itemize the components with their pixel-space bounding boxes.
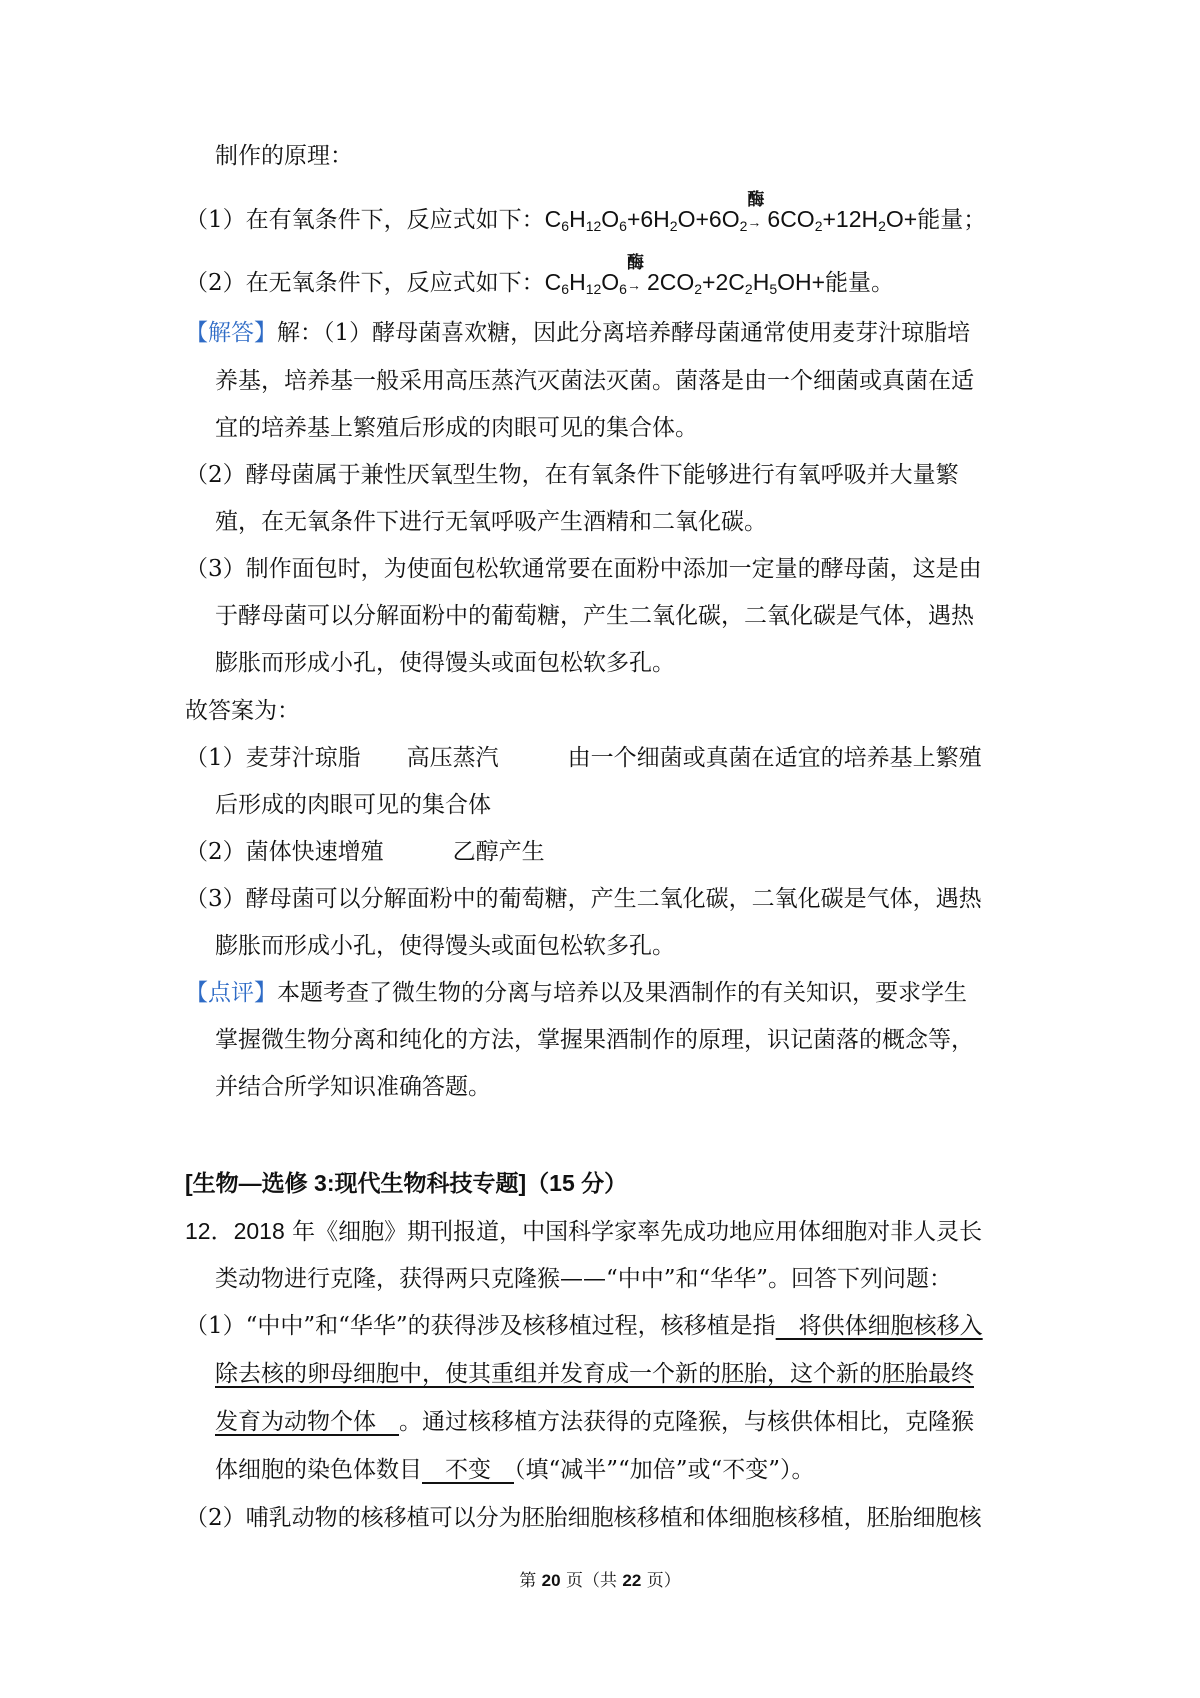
footer-suffix: 页）: [641, 1571, 681, 1591]
text-line: （2）酵母菌属于兼性厌氧型生物，在有氧条件下能够进行有氧呼吸并大量繁: [185, 462, 959, 488]
subscript: 6: [561, 218, 570, 234]
text-line: （3）制作面包时，为使面包松软通常要在面粉中添加一定量的酵母菌，这是由: [185, 556, 982, 582]
subscript: 6: [619, 218, 627, 234]
text-line: 制作的原理：: [215, 143, 353, 169]
subscript: 12: [585, 281, 602, 297]
text-line: 膨胀而形成小孔，使得馒头或面包松软多孔。: [215, 650, 675, 676]
text-line: 宜的培养基上繁殖后形成的肉眼可见的集合体。: [215, 415, 698, 441]
text-run: 2018: [233, 1218, 285, 1244]
text-run: 能量。: [825, 270, 895, 296]
text-line: [185, 1311, 983, 1341]
reaction-arrow: →: [747, 214, 762, 230]
text-run: 12．: [185, 1218, 234, 1244]
text-line: 殖，在无氧条件下进行无氧呼吸产生酒精和二氧化碳。: [215, 509, 767, 535]
page-footer: [0, 1566, 1200, 1591]
text-run: +6H: [626, 206, 670, 232]
answer-blank: 除去核的卵母细胞中，使其重组并发育成一个新的胚胎，这个新的胚胎最终: [215, 1361, 974, 1387]
text-run: O: [601, 269, 620, 295]
text-line: [215, 1359, 974, 1389]
text-run: 6CO: [767, 206, 815, 232]
subscript: 2: [694, 281, 703, 297]
text-line: （2）哺乳动物的核移植可以分为胚胎细胞核移植和体细胞核移植，胚胎细胞核: [185, 1505, 982, 1531]
enzyme-arrow: [747, 190, 767, 235]
text-run: 2CO: [646, 269, 695, 295]
section-tag: 【解答】: [185, 320, 277, 346]
text-run: O+: [885, 206, 918, 232]
text-line: [215, 1407, 974, 1437]
text-line: 故答案为：: [185, 698, 300, 724]
text-run: +12H: [822, 206, 879, 232]
text-line: [185, 1216, 982, 1247]
text-run: OH+: [777, 269, 826, 295]
text-run: （2）在无氧条件下，反应式如下：: [185, 270, 545, 296]
text-run: [生物—选修 3:现代生物科技专题]（15 分）: [185, 1170, 628, 1196]
text-run: 。通过核移植方法获得的克隆猴，与核供体相比，克隆猴: [399, 1409, 974, 1435]
text-run: H: [752, 269, 770, 295]
text-run: +2C: [702, 269, 745, 295]
text-run: 解：（1）酵母菌喜欢糖，因此分离培养酵母菌通常使用麦芽汁琼脂培: [277, 320, 971, 346]
text-line: [185, 318, 970, 348]
text-line: 后形成的肉眼可见的集合体: [215, 792, 491, 818]
answer-blank: 不变: [422, 1457, 514, 1483]
footer-mid: 页（共: [560, 1571, 623, 1591]
text-run: 体细胞的染色体数目: [215, 1457, 422, 1483]
text-run: C: [544, 206, 562, 232]
text-line: （3）酵母菌可以分解面粉中的葡萄糖，产生二氧化碳，二氧化碳是气体，遇热: [185, 886, 982, 912]
text-run: O+6O: [677, 206, 740, 232]
answer-blank: 发育为动物个体: [215, 1409, 399, 1435]
text-line: 类动物进行克隆，获得两只克隆猴——“中中”和“华华”。回答下列问题：: [215, 1266, 953, 1292]
enzyme-label: 酶: [626, 253, 644, 273]
text-line: （2）菌体快速增殖 乙醇产生: [185, 839, 545, 865]
section-tag: 【点评】: [185, 980, 277, 1006]
text-run: O: [601, 206, 620, 232]
text-run: 本题考查了微生物的分离与培养以及果酒制作的有关知识，要求学生: [277, 980, 967, 1006]
text-line: 掌握微生物分离和纯化的方法，掌握果酒制作的原理，识记菌落的概念等，: [215, 1027, 974, 1053]
footer-total-pages: 22: [622, 1571, 642, 1590]
subscript: 6: [561, 281, 570, 297]
text-run: H: [569, 269, 586, 295]
text-line: 并结合所学知识准确答题。: [215, 1074, 491, 1100]
subscript: 2: [878, 218, 886, 234]
text-run: （填“减半”“加倍”或“不变”）。: [514, 1457, 815, 1483]
text-line: 于酵母菌可以分解面粉中的葡萄糖，产生二氧化碳，二氧化碳是气体，遇热: [215, 603, 974, 629]
reaction-arrow: →: [626, 277, 641, 293]
text-run: （1）“中中”和“华华”的获得涉及核移植过程，核移植是指: [185, 1313, 776, 1339]
footer-page-number: 20: [541, 1571, 561, 1590]
text-run: C: [544, 269, 562, 295]
text-line: 膨胀而形成小孔，使得馒头或面包松软多孔。: [215, 933, 675, 959]
text-line: 养基，培养基一般采用高压蒸汽灭菌法灭菌。菌落是由一个细菌或真菌在适: [215, 368, 974, 394]
answer-blank: 将供体细胞核移入: [775, 1313, 983, 1339]
subscript: 2: [814, 218, 823, 234]
subscript: 12: [585, 218, 602, 234]
subscript: 2: [669, 218, 678, 234]
subscript: 2: [739, 218, 748, 234]
text-run: 能量；: [917, 207, 987, 233]
text-run: H: [569, 206, 586, 232]
text-line: （1）麦芽汁琼脂 高压蒸汽 由一个细菌或真菌在适宜的培养基上繁殖: [185, 745, 982, 771]
subscript: 6: [619, 281, 627, 297]
enzyme-label: 酶: [747, 190, 765, 210]
text-run: 年《细胞》期刊报道，中国科学家率先成功地应用体细胞对非人灵长: [284, 1219, 983, 1245]
text-line: [185, 978, 967, 1008]
text-line: [185, 190, 987, 235]
text-run: （1）在有氧条件下，反应式如下：: [185, 207, 545, 233]
text-line: [185, 253, 895, 298]
text-line: [215, 1455, 815, 1485]
subscript: 5: [769, 281, 778, 297]
text-line: [185, 1168, 627, 1199]
footer-prefix: 第: [519, 1571, 542, 1591]
enzyme-arrow: [626, 253, 647, 298]
subscript: 2: [744, 281, 753, 297]
